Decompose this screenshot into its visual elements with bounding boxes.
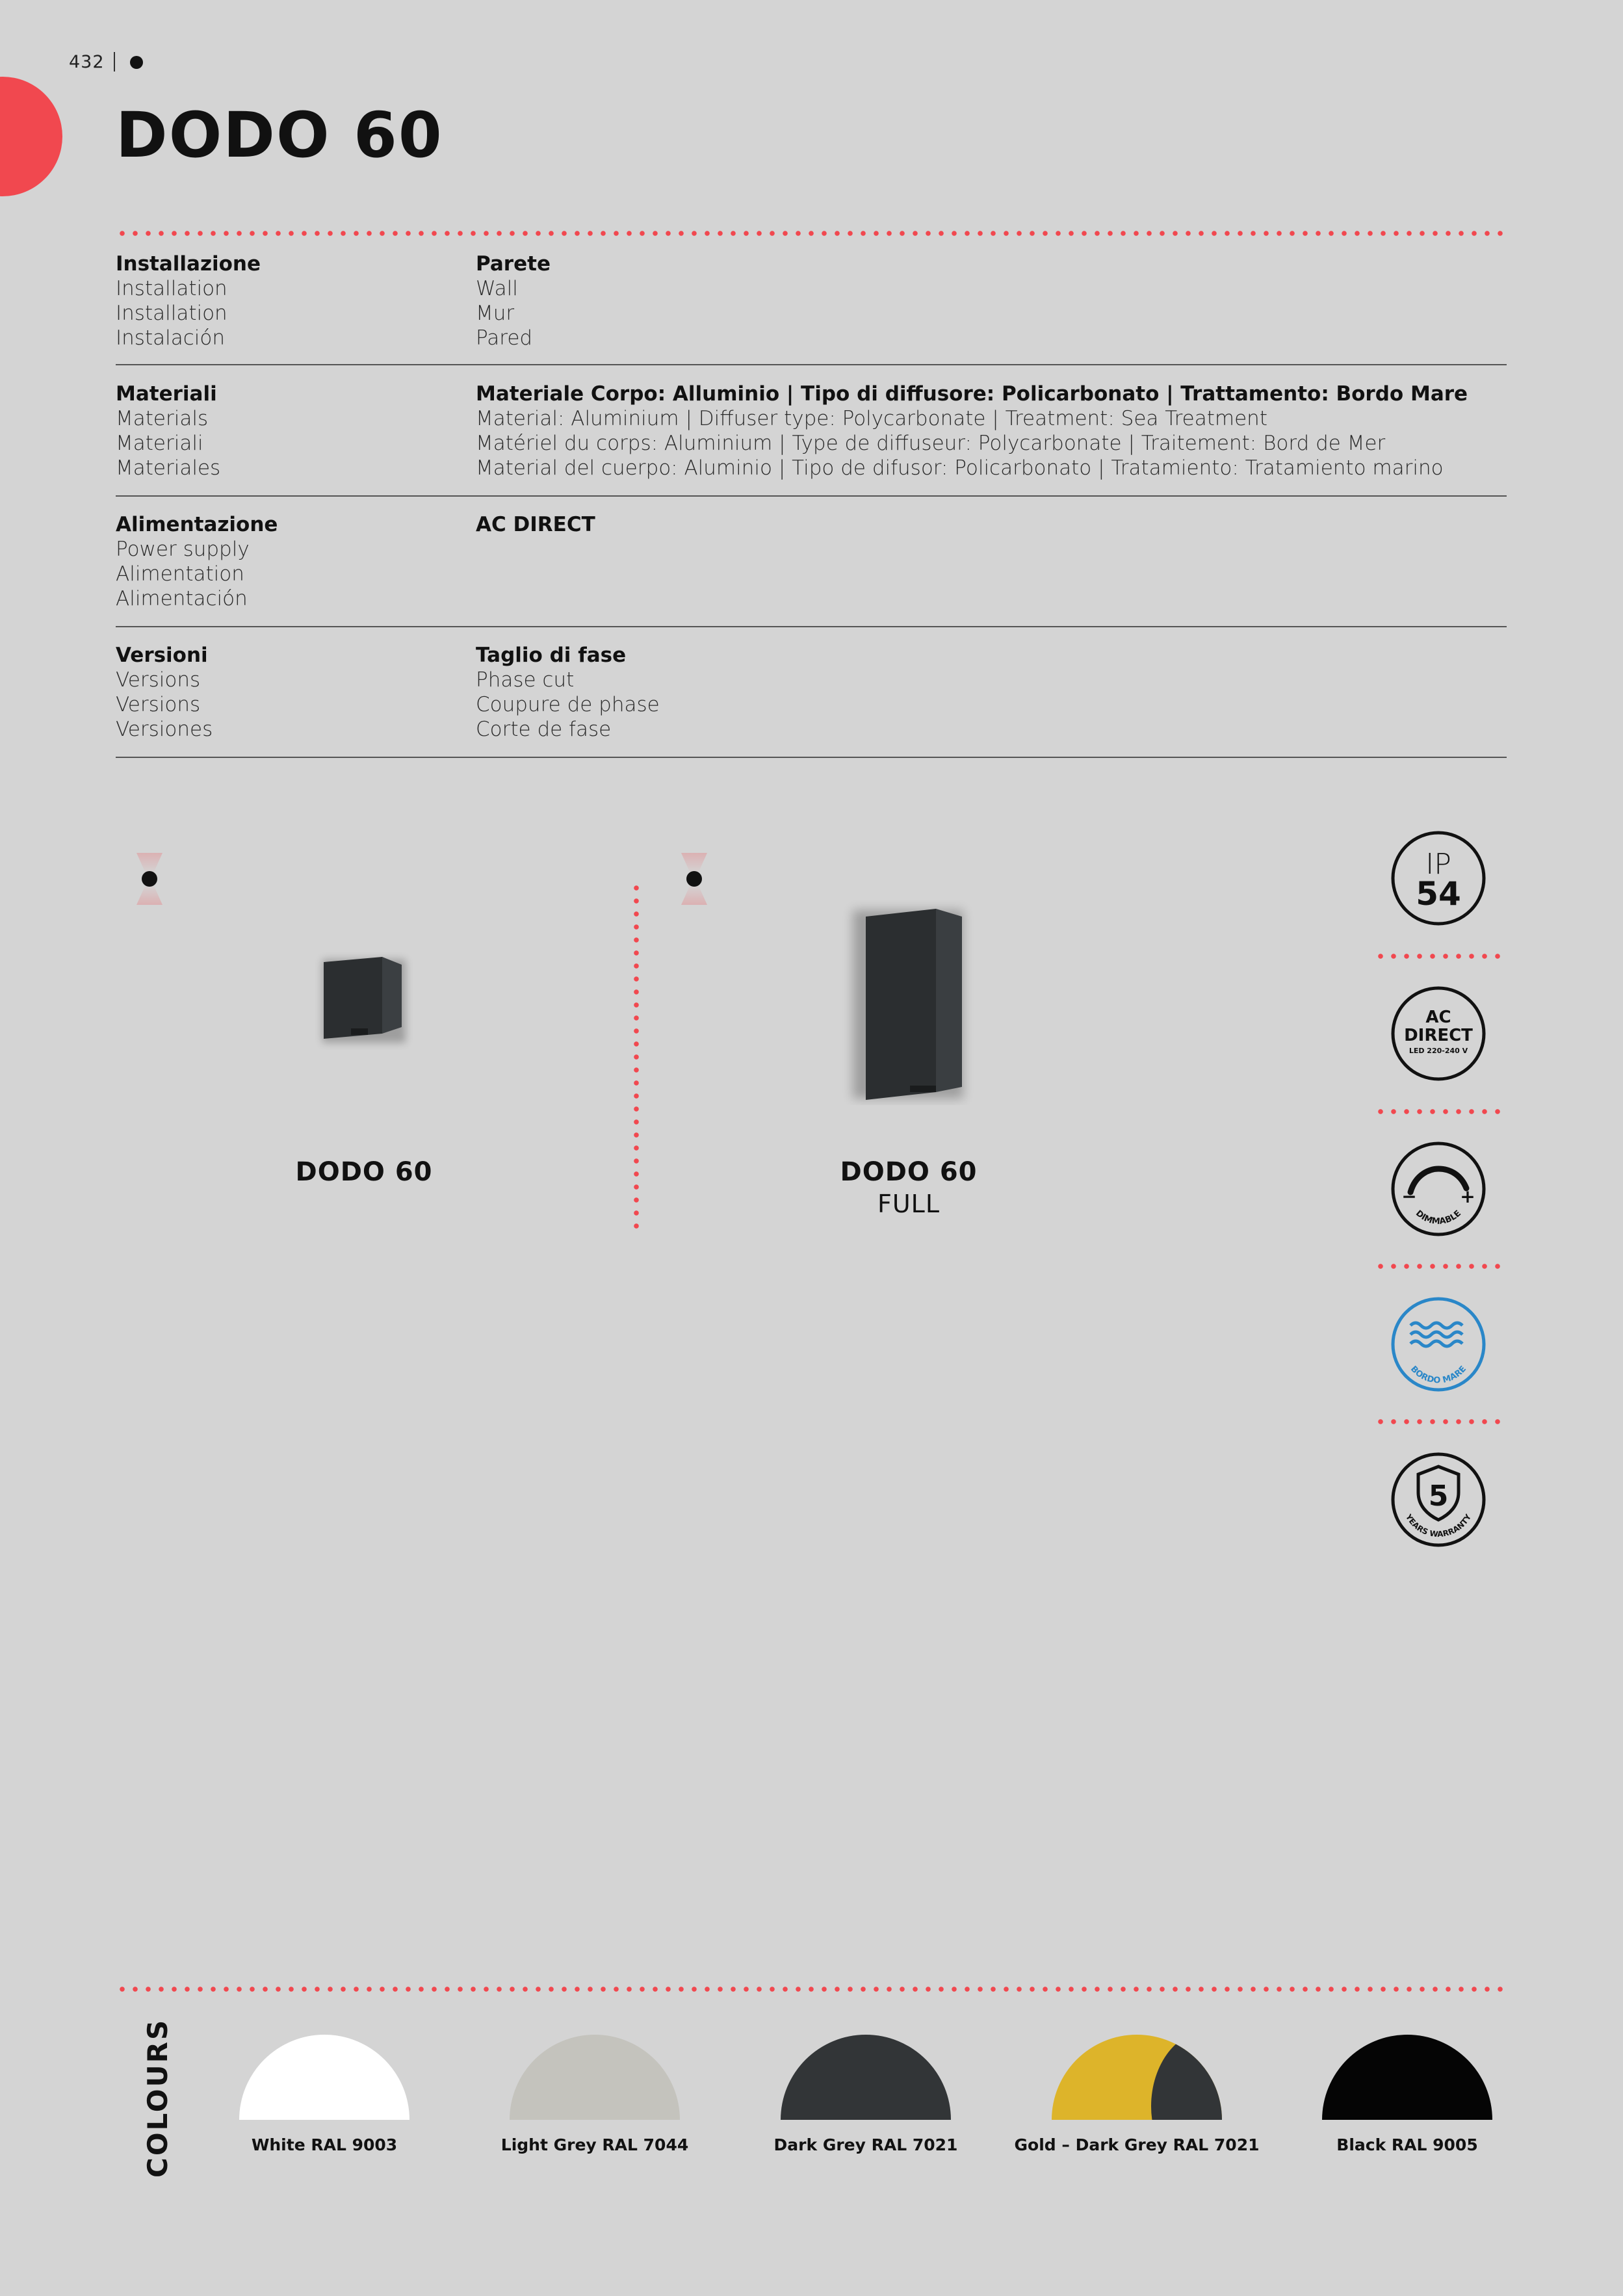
voltage-text: LED 220-240 V bbox=[1409, 1047, 1468, 1055]
spec-value: Corte de fase bbox=[476, 718, 612, 741]
product-image-dodo-60 bbox=[305, 943, 422, 1053]
colour-swatch-black bbox=[1322, 2035, 1492, 2120]
spec-labels bbox=[116, 512, 467, 611]
spec-label: Alimentation bbox=[116, 562, 244, 586]
ac-text: AC bbox=[1425, 1008, 1451, 1027]
spec-value: Pared bbox=[476, 326, 533, 350]
divider-dotted-badge bbox=[1374, 1419, 1504, 1424]
warranty-icon bbox=[1391, 1452, 1486, 1547]
spec-label: Power supply bbox=[116, 538, 250, 561]
spec-label: Materiali bbox=[116, 382, 217, 406]
spec-label: Alimentación bbox=[116, 587, 248, 610]
spec-label: Materials bbox=[116, 407, 209, 430]
spec-value: Material del cuerpo: Aluminio | Tipo de difusor: Policarbonato | Tratamiento: Tratamiento marino bbox=[476, 456, 1444, 480]
page-number-separator bbox=[114, 52, 115, 72]
spec-value: Parete bbox=[476, 252, 551, 276]
svg-text:BORDO MARE bbox=[1409, 1364, 1468, 1386]
dimmable-icon bbox=[1391, 1141, 1486, 1236]
colour-label: White RAL 9003 bbox=[251, 2135, 398, 2154]
spec-label: Materiali bbox=[116, 432, 203, 455]
colour-swatch-gold-dark-grey bbox=[1052, 2035, 1222, 2120]
colour-label: Light Grey RAL 7044 bbox=[500, 2135, 689, 2154]
divider-dotted-top bbox=[116, 231, 1509, 236]
plus-text: + bbox=[1460, 1186, 1475, 1207]
spec-labels bbox=[116, 382, 467, 480]
spec-labels bbox=[116, 252, 467, 350]
minus-text: − bbox=[1401, 1186, 1417, 1207]
spec-values bbox=[476, 512, 1503, 537]
light-source-icon bbox=[686, 871, 702, 887]
spec-value: Matériel du corps: Aluminium | Type de diffuseur: Polycarbonate | Traitement: Bord de Mer bbox=[476, 432, 1386, 455]
divider-dotted-badge bbox=[1374, 954, 1504, 959]
spec-label: Alimentazione bbox=[116, 513, 278, 536]
product-name: DODO 60 bbox=[840, 1157, 978, 1187]
ip54-icon bbox=[1391, 831, 1486, 926]
section-marker-circle bbox=[0, 77, 62, 196]
spec-label: Versioni bbox=[116, 644, 208, 667]
ip-text: IP bbox=[1425, 848, 1451, 881]
ip-rating-text: 54 bbox=[1416, 875, 1461, 913]
spec-value: Coupure de phase bbox=[476, 693, 660, 716]
ac-direct-icon bbox=[1391, 986, 1486, 1081]
spec-value: AC DIRECT bbox=[476, 513, 595, 536]
divider-dotted-badge bbox=[1374, 1264, 1504, 1269]
divider-dotted-badge bbox=[1374, 1109, 1504, 1114]
product-subtitle: FULL bbox=[877, 1190, 940, 1218]
product-name: DODO 60 bbox=[295, 1157, 433, 1187]
spec-row-power-supply bbox=[116, 498, 1507, 627]
swatch-fill bbox=[1322, 2035, 1492, 2120]
spec-label: Versions bbox=[116, 693, 201, 716]
svg-text:DIMMABLE bbox=[1414, 1208, 1463, 1227]
spec-label: Versiones bbox=[116, 718, 213, 741]
swatch-fill bbox=[239, 2035, 409, 2120]
swatch-fill bbox=[781, 2035, 951, 2120]
warranty-text: YEARS WARRANTY bbox=[1403, 1512, 1474, 1539]
page-title: DODO 60 bbox=[116, 99, 443, 172]
spec-value: Materiale Corpo: Alluminio | Tipo di diffusore: Policarbonato | Trattamento: Bordo Mare bbox=[476, 382, 1468, 406]
colour-swatch-white bbox=[239, 2035, 409, 2120]
swatch-fill bbox=[510, 2035, 680, 2120]
dimmable-text: DIMMABLE bbox=[1414, 1208, 1463, 1227]
colour-swatch-dark-grey bbox=[781, 2035, 951, 2120]
divider-dotted-bottom bbox=[116, 1987, 1509, 1992]
spec-label: Materiales bbox=[116, 456, 221, 480]
spec-values bbox=[476, 252, 1503, 350]
colour-label: Black RAL 9005 bbox=[1336, 2135, 1478, 2154]
divider-dotted-vertical bbox=[634, 881, 639, 1233]
colours-heading: COLOURS bbox=[142, 2018, 174, 2178]
spec-row-versions bbox=[116, 629, 1507, 758]
svg-text:YEARS WARRANTY bbox=[1403, 1512, 1473, 1539]
colour-swatch-light-grey bbox=[510, 2035, 680, 2120]
spec-label: Instalación bbox=[116, 326, 225, 350]
light-source-icon bbox=[142, 871, 157, 887]
spec-values bbox=[476, 643, 1503, 742]
spec-value: Wall bbox=[476, 277, 518, 300]
page-number: 432 bbox=[69, 52, 105, 72]
spec-label: Installation bbox=[116, 277, 227, 300]
page-dot-icon bbox=[130, 56, 143, 69]
spec-value: Mur bbox=[476, 302, 515, 325]
spec-value: Phase cut bbox=[476, 668, 575, 692]
spec-label: Installation bbox=[116, 302, 227, 325]
warranty-number-text: 5 bbox=[1428, 1480, 1449, 1513]
bordo-mare-text: BORDO MARE bbox=[1408, 1364, 1469, 1386]
direct-text: DIRECT bbox=[1404, 1026, 1473, 1045]
sea-treatment-icon bbox=[1391, 1297, 1486, 1392]
spec-value: Material: Aluminium | Diffuser type: Polycarbonate | Treatment: Sea Treatment bbox=[476, 407, 1267, 430]
spec-label: Versions bbox=[116, 668, 201, 692]
spec-row-installation bbox=[116, 237, 1507, 365]
product-image-dodo-60-full bbox=[838, 897, 981, 1105]
spec-label: Installazione bbox=[116, 252, 261, 276]
spec-row-materials bbox=[116, 367, 1507, 497]
colour-label: Dark Grey RAL 7021 bbox=[773, 2135, 958, 2154]
spec-labels bbox=[116, 643, 467, 742]
spec-values bbox=[476, 382, 1503, 480]
spec-value: Taglio di fase bbox=[476, 644, 627, 667]
colour-label: Gold – Dark Grey RAL 7021 bbox=[1014, 2135, 1260, 2154]
